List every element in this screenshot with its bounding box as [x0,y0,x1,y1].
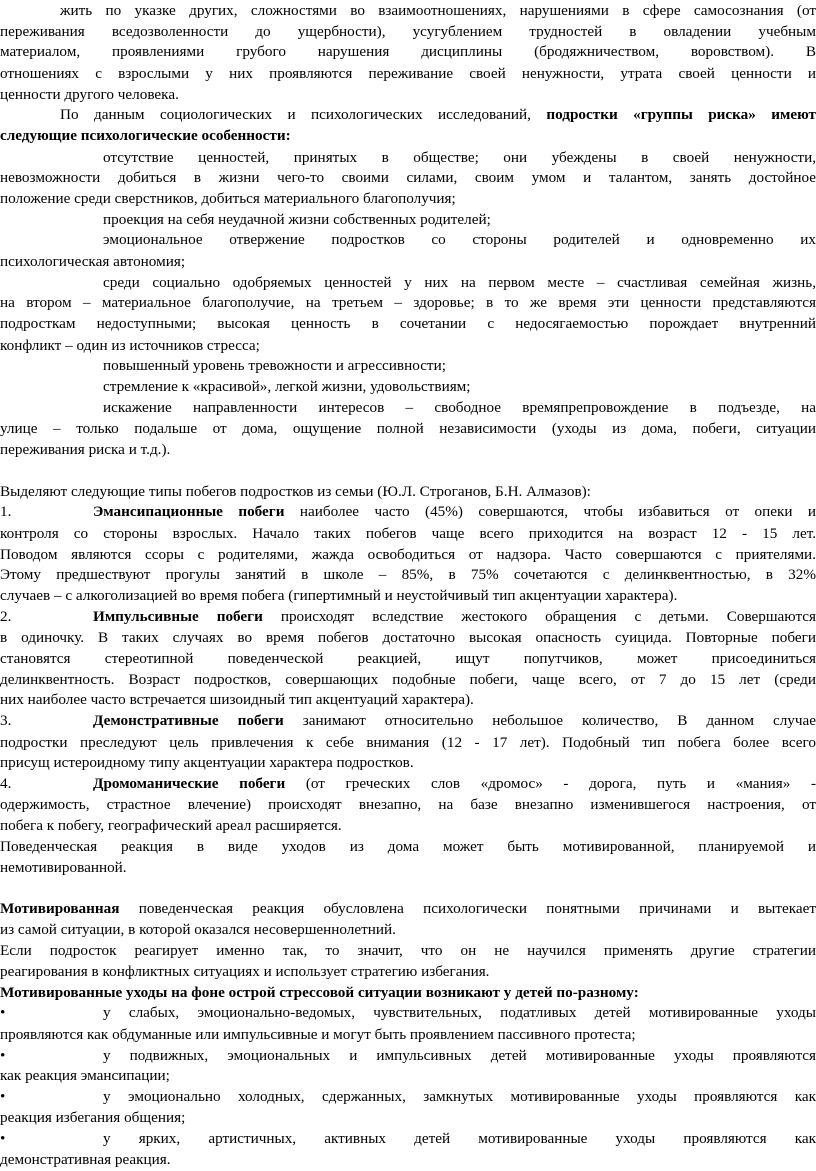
escape-type-title: Демонстративные побеги [93,711,284,729]
escape-type-title: Импульсивные побеги [93,607,263,625]
motivated-heading-text: Мотивированные уходы на фоне острой стрессовой ситуации возникают у детей по-разному: [0,983,639,1001]
bullet-continuation: демонстративная реакция. [0,1151,171,1168]
feature-text: среди социально одобряемых ценностей у них на первом месте – счастливая семейная жизнь, [103,273,816,291]
feature-continuation: положение среди сверстников, добиться материального благополучия; [0,190,456,208]
escape-type-text: занимают относительно небольшое количество, В данном случае [302,711,816,729]
bullet-text: у эмоционально холодных, сдержанных, замкнутых мотивированные уходы проявляются как [103,1088,816,1105]
risk-group-lead-text: По данным социологических и психологических исследований, [60,106,531,124]
feature-continuation: психологическая автономия; [0,253,186,271]
bullet-continuation: как реакция эмансипации; [0,1067,170,1085]
feature-text: искажение направленности интересов – свободное времяпрепровождение в подъезде, на [103,398,816,416]
bullet-icon: • [0,1088,6,1105]
feature-continuation: на втором – материальное благополучие, на третьем – здоровье; в то же время эти ценности представляются [0,294,816,312]
escape-type-continuation: в одиночку. В таких случаях во время побегов достаточно высокая опасность суицида. Повторные побеги [0,629,816,647]
motivated-line: из самой ситуации, в которой оказался несовершеннолетний. [0,920,396,938]
strategy-line: Если подросток реагирует именно так, то значит, что он не научился применять другие стратегии [0,942,816,960]
motivated-bold-word: Мотивированная [0,899,120,917]
escape-type-continuation: Этому предшествуют прогулы занятий в школе – 85%, в 75% сочетаются с делинквентностью, в 32% [0,566,816,584]
escape-type-first-line [93,501,816,522]
risk-group-bold: подростки «группы риска» имеют [546,106,816,124]
bullet-icon: • [0,1046,6,1064]
escape-types-heading: Выделяют следующие типы побегов подростков из семьи (Ю.Л. Строганов, Б.Н. Алмазов): [0,482,591,500]
bullet-text: у слабых, эмоционально-ведомых, чувствительных, податливых детей мотивированные уходы [103,1004,816,1022]
feature-continuation: подросткам недоступными; высокая ценность в сочетании с недосягаемостью порождает внутренний [0,315,816,333]
item-number: 4. [0,774,12,792]
intro-line: ценности другого человека. [0,85,179,103]
bullet-icon: • [0,1130,6,1148]
escape-type-text: происходят вследствие жестокого обращения с детьми. Совершаются [280,607,816,625]
strategy-line: реагирования в конфликтных ситуациях и использует стратегию избегания. [0,962,490,980]
reaction-line: Поведенческая реакция в виде уходов из дома может быть мотивированной, планируемой и [0,837,816,855]
feature-text: проекция на себя неудачной жизни собственных родителей; [103,210,491,228]
item-number: 2. [0,607,12,625]
bullet-continuation: реакция избегания общения; [0,1108,186,1126]
escape-type-first-line [93,606,816,627]
bullet-continuation: проявляются как обдуманные или импульсивные и могут быть проявлением пассивного протеста; [0,1026,636,1043]
feature-text: стремление к «красивой», легкой жизни, удовольствиям; [103,378,471,396]
escape-type-title: Дромоманические побеги [93,774,286,792]
escape-type-title: Эмансипационные побеги [93,503,285,521]
intro-line: материалом, проявлениями грубого нарушения дисциплины (бродяжничеством, воровством). В [0,43,816,61]
item-number: 3. [0,711,12,729]
bullet-text: у подвижных, эмоциональных и импульсивных детей мотивированные уходы проявляются [103,1046,816,1064]
feature-continuation: невозможности добиться в жизни чего-то своими силами, своим умом и талантом, занять достойное [0,169,816,187]
escape-type-continuation: Поводом являются ссоры с родителями, жажда освободиться от надзора. Часто совершаются с приятелями. [0,545,816,563]
bullet-text: у ярких, артистичных, активных детей мотивированные уходы проявляются как [103,1130,816,1148]
feature-continuation: улице – только подальше от дома, ощущение полной независимости (уходы из дома, побеги, ситуации [0,419,816,437]
escape-type-continuation: случаев – с алкоголизацией во время побега (гипертимный и неустойчивый тип акцентуации характера). [0,586,678,604]
escape-type-first-line [93,773,816,794]
item-number: 1. [0,503,12,521]
escape-type-continuation: делинквентность. Возраст подростков, совершающих подобные побеги, чаще всего, от 7 до 15 лет (среди [0,670,816,688]
escape-type-continuation: контроля со стороны взрослых. Начало таких побегов чаще всего приходится на возраст 12 - 15 лет. [0,524,816,542]
motivated-line-text: поведенческая реакция обусловлена психологически понятными причинами и вытекает [138,899,816,917]
escape-type-continuation: становятся стереотипной поведенческой реакцией, ищут попутчиков, может присоединиться [0,649,816,667]
risk-group-heading [0,125,816,146]
escape-type-continuation: них наиболее часто встречается шизоидный тип акцентуаций характера). [0,691,474,709]
escape-type-first-line [93,710,816,731]
escape-type-continuation: побега к побегу, географический ареал расширяется. [0,817,342,835]
escape-type-text: наиболее часто (45%) совершаются, чтобы избавиться от опеки и [299,503,816,521]
intro-line: жить по указке других, сложностями во взаимоотношениях, нарушениями в сфере самосознания (от [60,2,816,19]
feature-continuation: переживания риска и т.д.). [0,441,171,459]
feature-continuation: конфликт – один из источников стресса; [0,336,260,354]
bullet-icon: • [0,1004,6,1022]
intro-line: переживания вседозволенности до ущербности), усугублением трудностей в овладении учебным [0,22,816,40]
feature-text: эмоциональное отвержение подростков со стороны родителей и одновременно их [103,231,816,249]
escape-type-text: (от греческих слов «дромос» - дорога, путь и «мания» - [305,774,816,792]
intro-line: отношениях с взрослыми у них проявляются переживание своей ненужности, утрата своей ценности и [0,65,816,82]
escape-type-continuation: присущ истероидному типу акцентуации характера подростков. [0,754,414,772]
feature-text: повышенный уровень тревожности и агрессивности; [103,357,446,375]
risk-group-heading-text: следующие психологические особенности: [0,127,291,144]
risk-group-lead [0,104,816,125]
reaction-line: немотивированной. [0,858,127,876]
feature-text: отсутствие ценностей, принятых в обществе; они убеждены в своей ненужности, [103,148,816,166]
escape-type-continuation: подростки преследуют цель привлечения к себе внимания (12 - 17 лет). Подобный тип побега более всего [0,733,816,751]
motivated-heading [0,982,816,1003]
escape-type-continuation: одержимость, страстное влечение) происходят внезапно, на базе внезапно изменившегося настроения, от [0,795,816,813]
motivated-line [0,898,816,919]
